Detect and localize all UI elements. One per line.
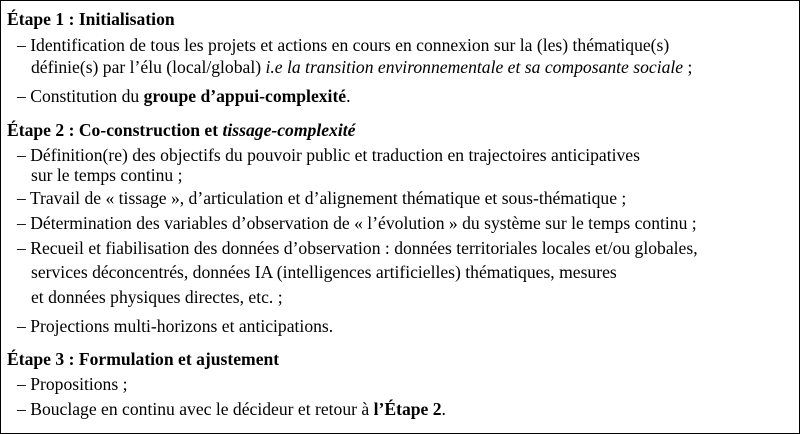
item-text: définie(s) par l’élu (local/global) [31, 57, 266, 77]
step-3-title: Étape 3 : Formulation et ajustement [7, 349, 280, 369]
bullet-dash: – [17, 316, 26, 336]
step-2-item-4-cont: services déconcentrés, données IA (intelligences artificielles) thématiques, mesures [31, 262, 617, 282]
bullet-dash: – [17, 238, 26, 258]
step-2-item-4-cont2: et données physiques directes, etc. ; [31, 287, 283, 307]
step-2-item-1 [17, 144, 640, 166]
step-2-title-italic: tissage-complexité [222, 120, 356, 140]
bullet-dash: – [17, 213, 26, 233]
bullet-dash: – [17, 374, 26, 394]
step-2-item-5 [17, 315, 333, 337]
item-text: Détermination des variables d’observation de « l’évolution » du système sur le temps continu ; [30, 213, 697, 233]
step-1-item-1 [17, 34, 669, 56]
step-2-item-3 [17, 212, 697, 234]
step-2-title-bold: Étape 2 : Co-construction et [7, 120, 223, 140]
bullet-dash: – [17, 399, 26, 419]
bullet-dash: – [17, 35, 26, 55]
item-text: Travail de « tissage », d’articulation et d’alignement thématique et sous-thématique ; [29, 188, 627, 208]
step-2-title [7, 119, 355, 141]
step-3-item-2 [17, 398, 446, 420]
item-text: Bouclage en continu avec le décideur et retour à [30, 399, 374, 419]
bullet-dash: – [17, 86, 26, 106]
item-text: . [346, 86, 351, 106]
item-text: Identification de tous les projets et actions en cours en connexion sur la (les) thématique(s) [30, 35, 670, 55]
step-2-item-1-cont: sur le temps continu ; [31, 165, 183, 185]
item-text-italic: i.e la transition environnementale et sa composante sociale [265, 57, 684, 77]
item-text: Propositions ; [30, 374, 128, 394]
step-1-item-1-cont [31, 56, 692, 78]
item-text: . [441, 399, 446, 419]
item-text: Constitution du [30, 86, 144, 106]
item-text: Définition(re) des objectifs du pouvoir public et traduction en trajectoires anticipatives [30, 145, 640, 165]
item-text: Projections multi-horizons et anticipations. [30, 316, 334, 336]
step-1-title: Étape 1 : Initialisation [7, 9, 175, 29]
item-text: ; [683, 57, 693, 77]
bullet-dash: – [17, 188, 26, 208]
bullet-dash: – [17, 145, 26, 165]
item-text: Recueil et fiabilisation des données d’observation : données territoriales locales et/ou globales, [30, 238, 698, 258]
step-2-item-4 [17, 237, 698, 259]
step-2-item-2 [17, 187, 626, 209]
item-text-bold: l’Étape 2 [373, 399, 442, 419]
step-3-item-1 [17, 373, 127, 395]
item-text-bold: groupe d’appui-complexité [143, 86, 347, 106]
step-1-item-2 [17, 85, 351, 107]
